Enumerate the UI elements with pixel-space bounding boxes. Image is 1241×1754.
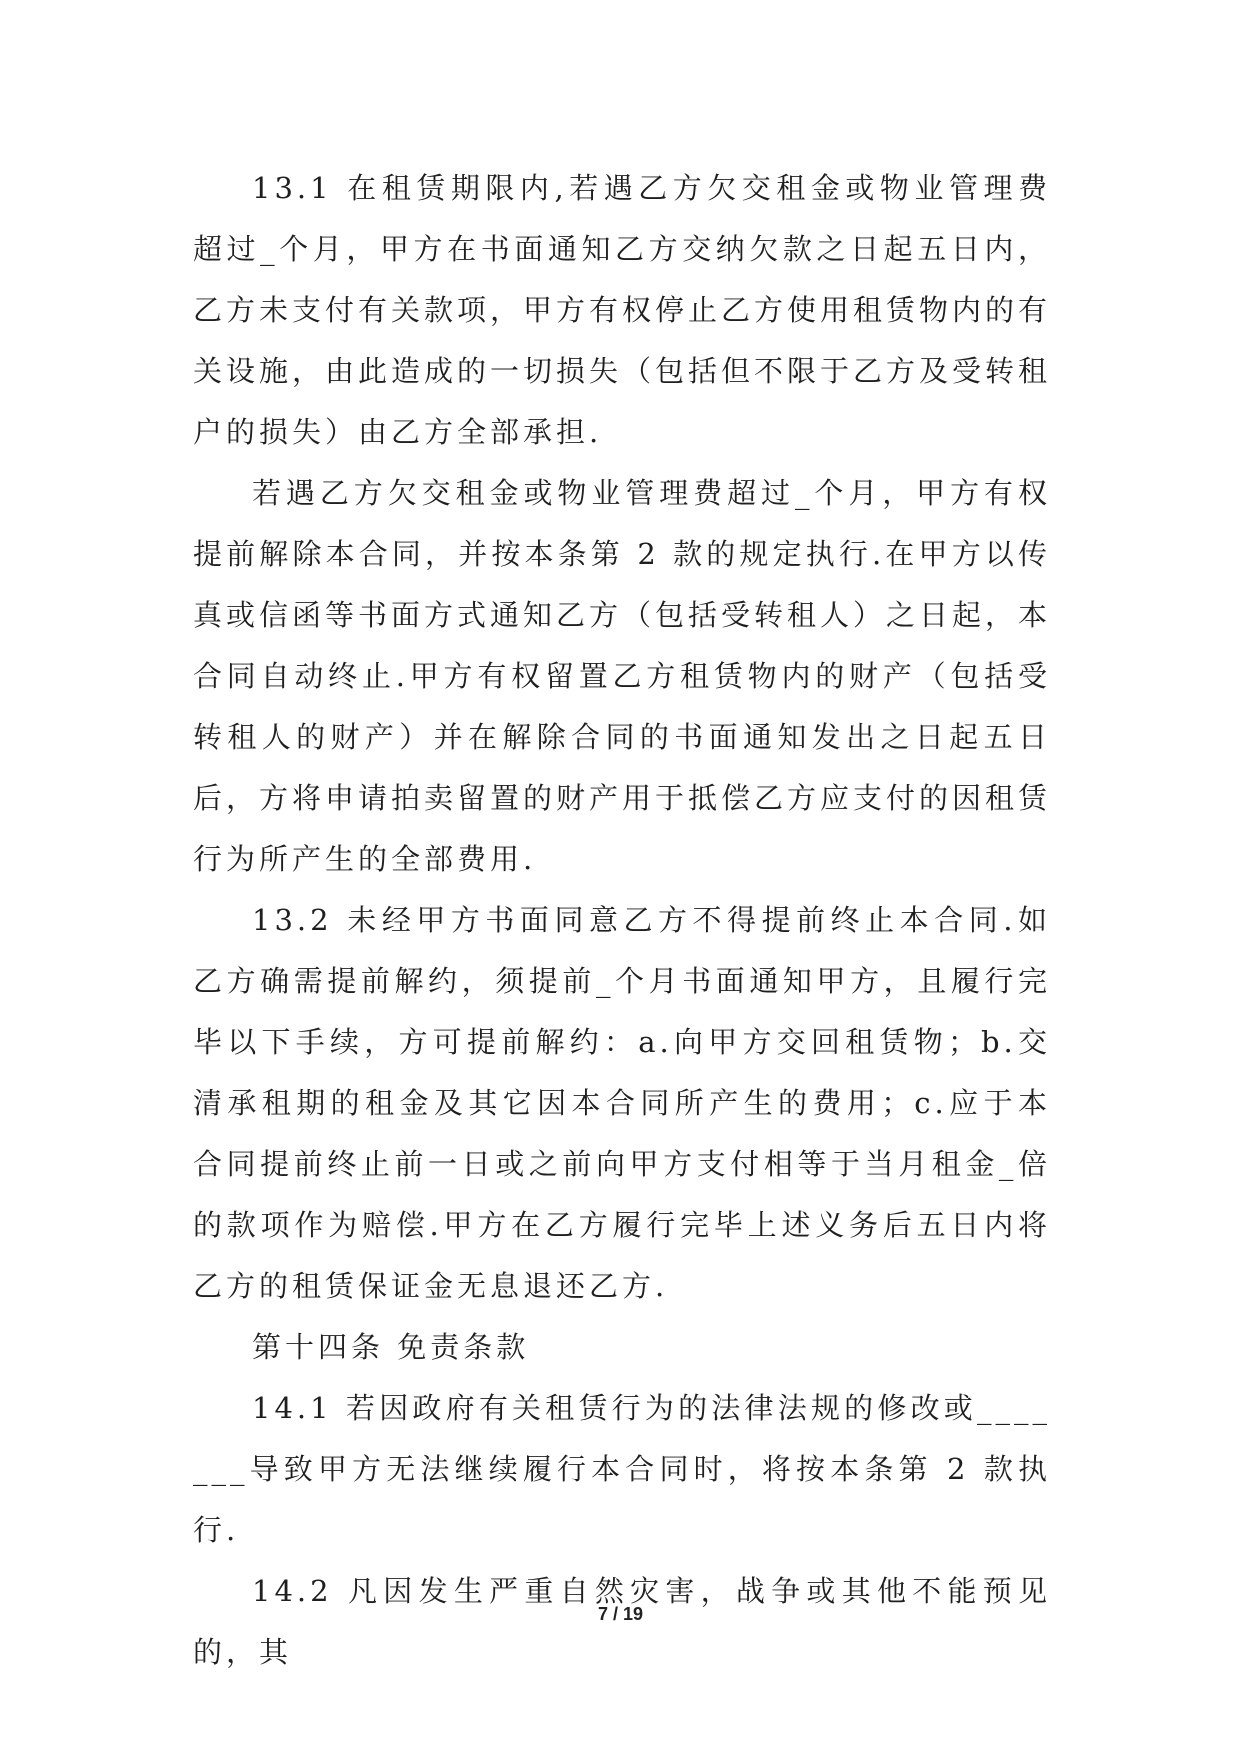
early-termination-paragraph: 若遇乙方欠交租金或物业管理费超过_个月，甲方有权提前解除本合同，并按本条第 2 款的规定执行.在甲方以传真或信函等书面方式通知乙方（包括受转租人）之日起，本合同自动终止.甲方有权留置乙方租赁物内的财产（包括受转租人的财产）并在解除合同的书面通知发出之日起五日后，方将申请拍卖留置的财产用于抵偿乙方应支付的因租赁行为所产生的全部费用. bbox=[193, 476, 1052, 876]
clause-14-2-paragraph: 14.2 凡因发生严重自然灾害，战争或其他不能预见的，其 bbox=[193, 1574, 1051, 1669]
clause-13-2-paragraph: 13.2 未经甲方书面同意乙方不得提前终止本合同.如乙方确需提前解约，须提前_个月书面通知甲方，且履行完毕以下手续，方可提前解约：a.向甲方交回租赁物；b.交清承租期的租金及其它因本合同所产生的费用；c.应于本合同提前终止前一日或之前向甲方支付相等于当月租金_倍的款项作为赔偿.甲方在乙方履行完毕上述义务后五日内将乙方的租赁保证金无息退还乙方. bbox=[193, 903, 1051, 1303]
document-body bbox=[193, 158, 1051, 1683]
page-number: 7 / 19 bbox=[597, 1604, 644, 1624]
clause-14-1-paragraph: 14.1 若因政府有关租赁行为的法律法规的修改或_______导致甲方无法继续履行本合同时，将按本条第 2 款执行. bbox=[193, 1391, 1051, 1547]
clause-13-1-paragraph: 13.1 在租赁期限内,若遇乙方欠交租金或物业管理费超过_个月，甲方在书面通知乙方交纳欠款之日起五日内，乙方未支付有关款项，甲方有权停止乙方使用租赁物内的有关设施，由此造成的一切损失（包括但不限于乙方及受转租户的损失）由乙方全部承担. bbox=[193, 171, 1052, 449]
article-14-heading: 第十四条 免责条款 bbox=[252, 1330, 530, 1364]
